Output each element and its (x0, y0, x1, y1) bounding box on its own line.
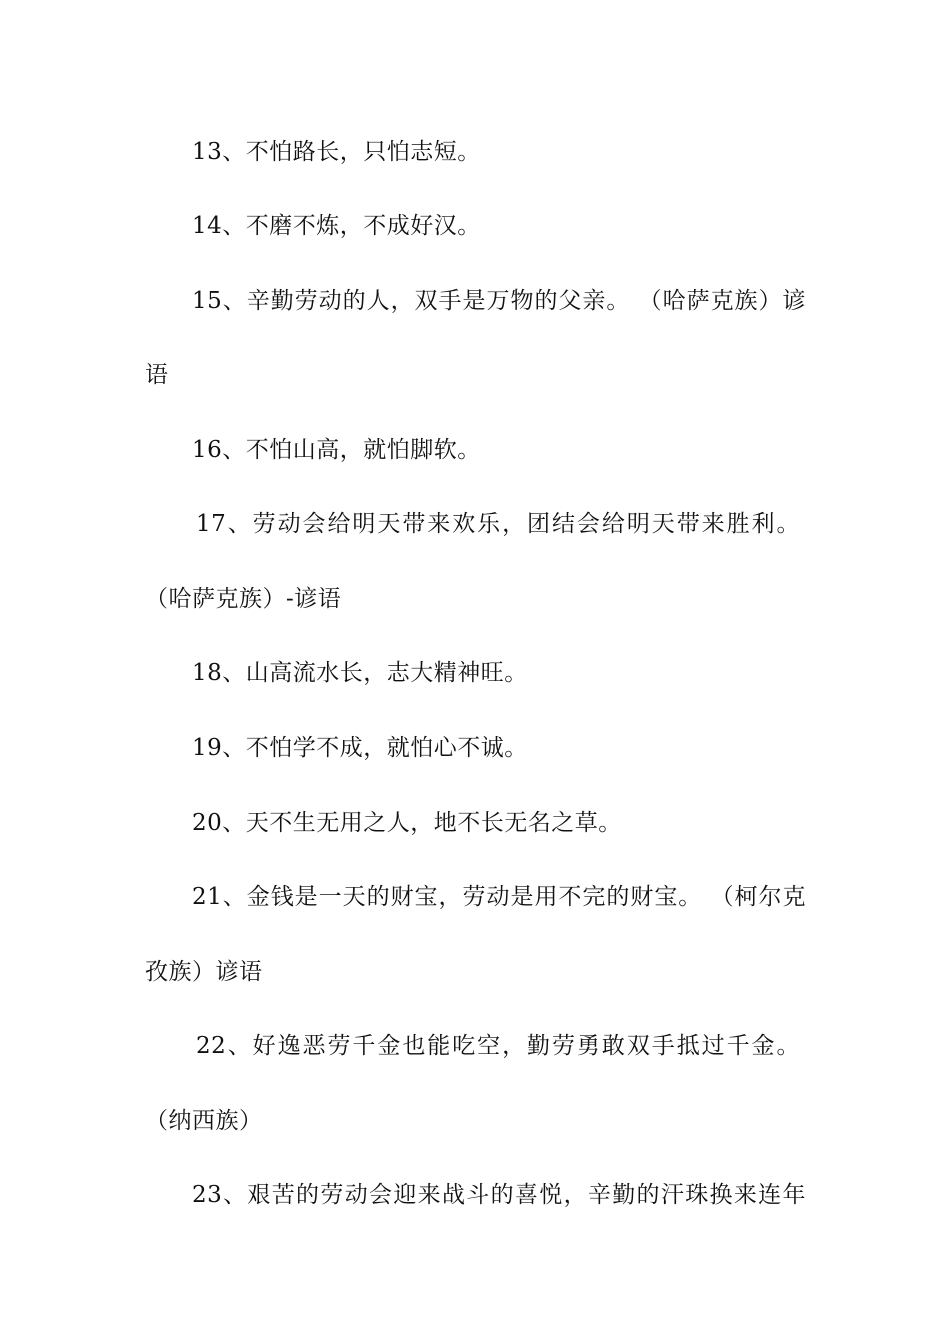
proverb-17-continuation: （哈萨克族）-谚语 (145, 586, 342, 612)
proverb-20: 20、天不生无用之人，地不长无名之草。 (192, 810, 622, 836)
proverb-15: 15、辛勤劳动的人，双手是万物的父亲。 （哈萨克族）谚 (192, 288, 806, 314)
proverb-16: 16、不怕山高，就怕脚软。 (192, 437, 481, 463)
proverb-18: 18、山高流水长，志大精神旺。 (192, 660, 528, 686)
proverb-22-continuation: （纳西族） (145, 1108, 263, 1134)
proverb-19: 19、不怕学不成，就怕心不诚。 (192, 735, 528, 761)
proverb-15-continuation: 语 (145, 362, 169, 388)
proverb-23: 23、艰苦的劳动会迎来战斗的喜悦，辛勤的汗珠换来连年 (192, 1182, 806, 1208)
proverb-21: 21、金钱是一天的财宝，劳动是用不完的财宝。 （柯尔克 (192, 884, 806, 910)
proverb-13: 13、不怕路长，只怕志短。 (192, 139, 481, 165)
proverb-22: 22、好逸恶劳千金也能吃空，勤劳勇敢双手抵过千金。 (196, 1033, 800, 1059)
proverb-14: 14、不磨不炼，不成好汉。 (192, 213, 481, 239)
proverb-17: 17、劳动会给明天带来欢乐，团结会给明天带来胜利。 (196, 511, 800, 537)
proverb-21-continuation: 孜族）谚语 (145, 959, 263, 985)
